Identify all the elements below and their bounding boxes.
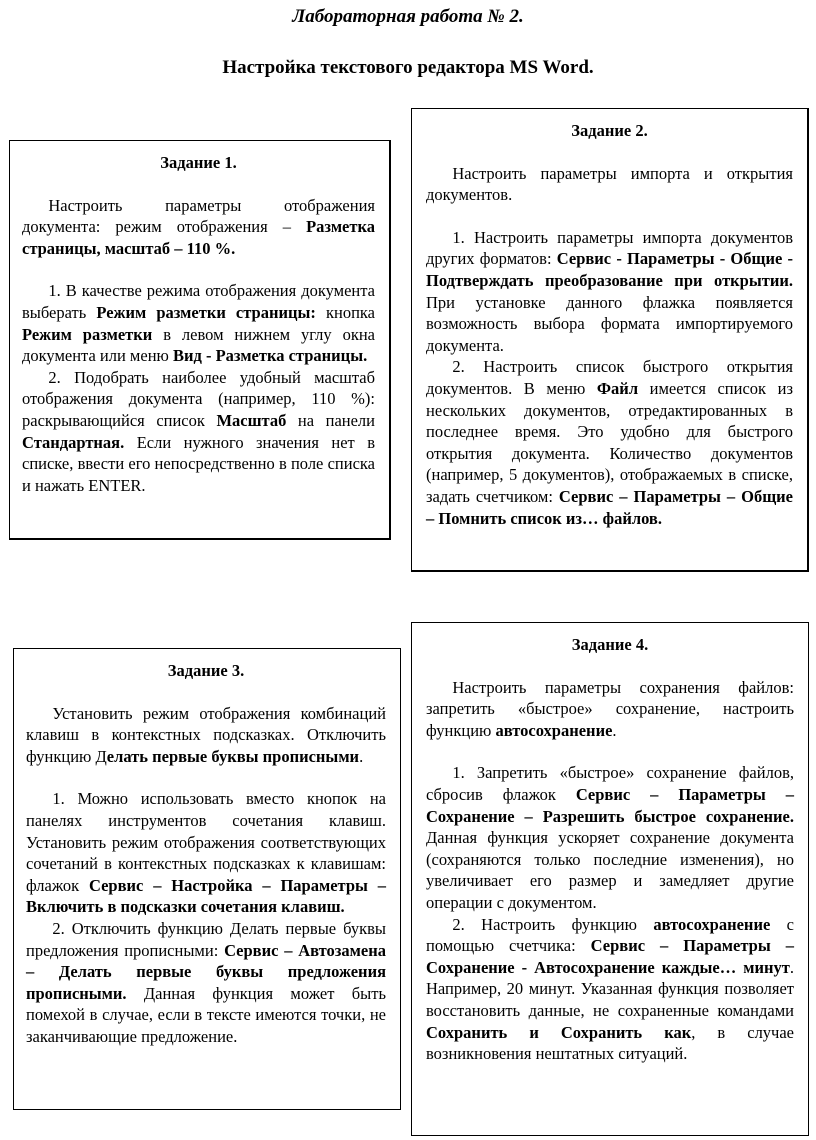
document-subtitle: Настройка текстового редактора MS Word.: [222, 57, 594, 78]
task-4-box: [411, 622, 809, 1136]
task-1-step-2: 2. Подобрать наиболее удобный масштаб отображения документа (например, 110 %): раскрывающийся список Масштаб на панели Стандартная. Если нужного значения нет в списке, ввести его непосредственно в поле списка и нажать ENTER.: [22, 367, 375, 495]
task-3-step-2: 2. Отключить функцию Делать первые буквы предложения прописными: Сервис – Автозамена – Делать первые буквы предложения прописными. Данная функция может быть помехой в случае, если в тексте имеются точки, не заканчивающие предложение.: [26, 918, 386, 1046]
task-3-heading: Задание 3.: [167, 661, 245, 680]
task-1-step-1: 1. В качестве режима отображения документа выберать Режим разметки страницы: кнопка Режим разметки в левом нижнем углу окна документа или меню Вид - Разметка страницы.: [22, 281, 375, 366]
task-2-step-1: 1. Настроить параметры импорта документов других форматов: Сервис - Параметры - Общие - Подтверждать преобразование при открытии. При установке данного флажка появляется возможность выбора формата импортируемого документа.: [426, 227, 793, 355]
task-2-heading: Задание 2.: [571, 121, 648, 140]
task-2-step-2: 2. Настроить список быстрого открытия документов. В меню Файл имеется список из нескольких документов, отредактированных в последнее время. Это удобно для быстрого открытия документа. Количество документов (например, 5 документов), отображаемых в списке, задать счетчиком: Сервис – Параметры – Общие – Помнить список из… файлов.: [426, 357, 793, 528]
task-1-box: [9, 140, 391, 540]
task-4-heading: Задание 4.: [571, 635, 649, 654]
task-3-step-1: 1. Можно использовать вместо кнопок на панелях инструментов сочетания клавиш. Установить режим отображения соответствующих сочетаний в контекстных подсказках к клавишам: флажок Сервис – Настройка – Параметры – Включить в подсказки сочетания клавиш.: [26, 789, 387, 917]
task-3-box: [13, 648, 401, 1110]
task-4-intro: Настроить параметры сохранения файлов: запретить «быстрое» сохранение, настроить функцию автосохранение.: [426, 677, 794, 740]
document-title: Лабораторная работа № 2.: [292, 6, 524, 27]
task-2-intro: Настроить параметры импорта и открытия документов.: [426, 163, 793, 205]
task-4-step-2: 2. Настроить функцию автосохранение с помощью счетчика: Сервис – Параметры – Сохранение - Автосохранение каждые… минут. Например, 20 минут. Указанная функция позволяет восстановить данные, не сохраненные командами Сохранить и Сохранить как, в случае возникновения нештатных ситуаций.: [426, 914, 795, 1064]
task-1-heading: Задание 1.: [160, 153, 237, 172]
task-1-intro: Настроить параметры отображения документа: режим отображения – Разметка страницы, масштаб – 110 %.: [22, 195, 375, 258]
task-3-intro: Установить режим отображения комбинаций клавиш в контекстных подсказках. Отключить функцию Делать первые буквы прописными.: [26, 703, 386, 766]
task-2-box: [411, 108, 809, 572]
task-4-step-1: 1. Запретить «быстрое» сохранение файлов, сбросив флажок Сервис – Параметры – Сохранение – Разрешить быстрое сохранение. Данная функция ускоряет сохранение документа (сохраняются только последние изменения), но увеличивает его размер и замедляет другие операции с документом.: [426, 763, 795, 912]
